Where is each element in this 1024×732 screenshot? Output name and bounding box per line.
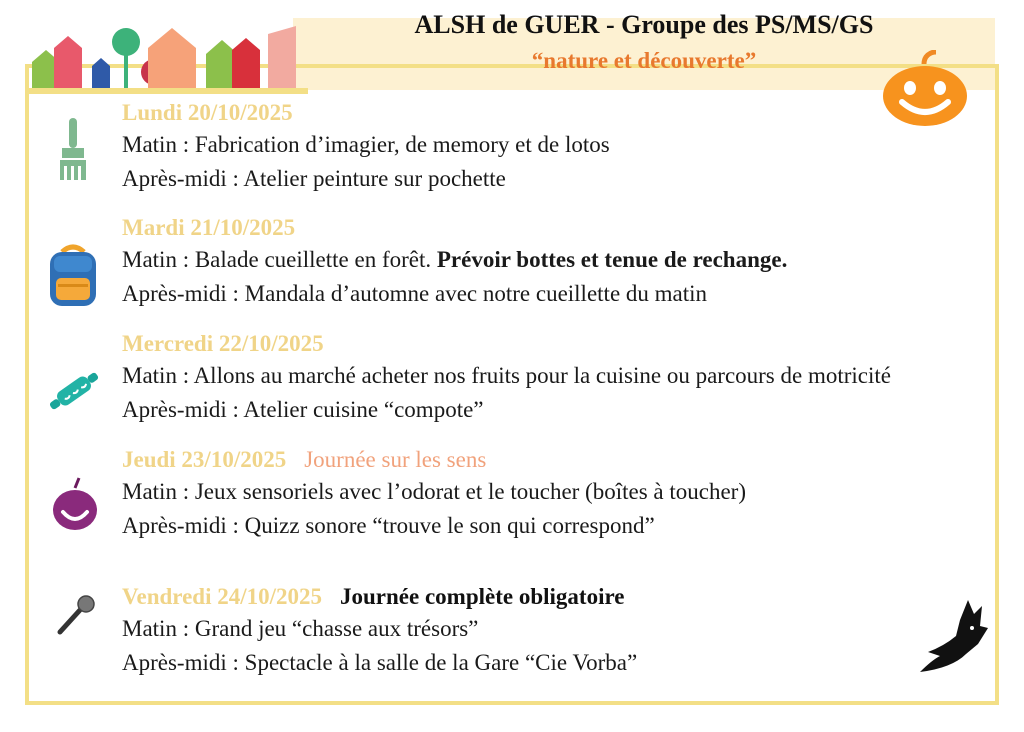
afternoon-line: Après-midi : Atelier cuisine “compote”: [122, 397, 484, 422]
houses-trees-illustration: [28, 22, 308, 94]
page-title: ALSH de GUER - Groupe des PS/MS/GS: [414, 10, 874, 39]
morning-line: Matin : Grand jeu “chasse aux trésors”: [122, 616, 479, 641]
pumpkin-icon: [880, 50, 970, 128]
morning-line: Matin : Balade cueillette en forêt. Prévoir bottes et tenue de rechange.: [122, 247, 788, 272]
day-title: Lundi 20/10/2025: [122, 100, 293, 125]
afternoon-line: Après-midi : Quizz sonore “trouve le son qui correspond”: [122, 513, 655, 538]
day-title: Mardi 21/10/2025: [122, 215, 296, 240]
afternoon-line: Après-midi : Atelier peinture sur pochette: [122, 166, 506, 191]
mandatory-note: Journée complète obligatoire: [340, 584, 625, 609]
afternoon-line: Après-midi : Spectacle à la salle de la Gare “Cie Vorba”: [122, 650, 638, 675]
day-wednesday: [122, 329, 891, 427]
page-subtitle: “nature et découverte”: [531, 48, 757, 73]
rolling-pin-icon: [44, 366, 104, 416]
day-tuesday: [122, 213, 787, 311]
day-friday: [122, 582, 637, 680]
day-title: Jeudi 23/10/2025 Journée sur les sens: [122, 447, 487, 472]
morning-line: Matin : Allons au marché acheter nos fruits pour la cuisine ou parcours de motricité: [122, 363, 891, 388]
bat-icon: [916, 598, 990, 684]
afternoon-line: Après-midi : Mandala d’automne avec notre cueillette du matin: [122, 281, 708, 306]
day-title: Mercredi 22/10/2025: [122, 331, 324, 356]
microphone-icon: [54, 594, 98, 636]
morning-note: Prévoir bottes et tenue de rechange.: [436, 247, 788, 272]
morning-line: Matin : Jeux sensoriels avec l’odorat et le toucher (boîtes à toucher): [122, 479, 746, 504]
backpack-icon: [44, 242, 102, 308]
day-monday: [122, 98, 610, 196]
day-title: Vendredi 24/10/2025 Journée complète obligatoire: [122, 584, 625, 609]
day-theme: Journée sur les sens: [304, 447, 487, 472]
smiling-fruit-icon: [50, 476, 100, 532]
morning-line: Matin : Fabrication d’imagier, de memory et de lotos: [122, 132, 610, 157]
paintbrush-icon: [56, 116, 90, 182]
day-thursday: [122, 445, 746, 543]
